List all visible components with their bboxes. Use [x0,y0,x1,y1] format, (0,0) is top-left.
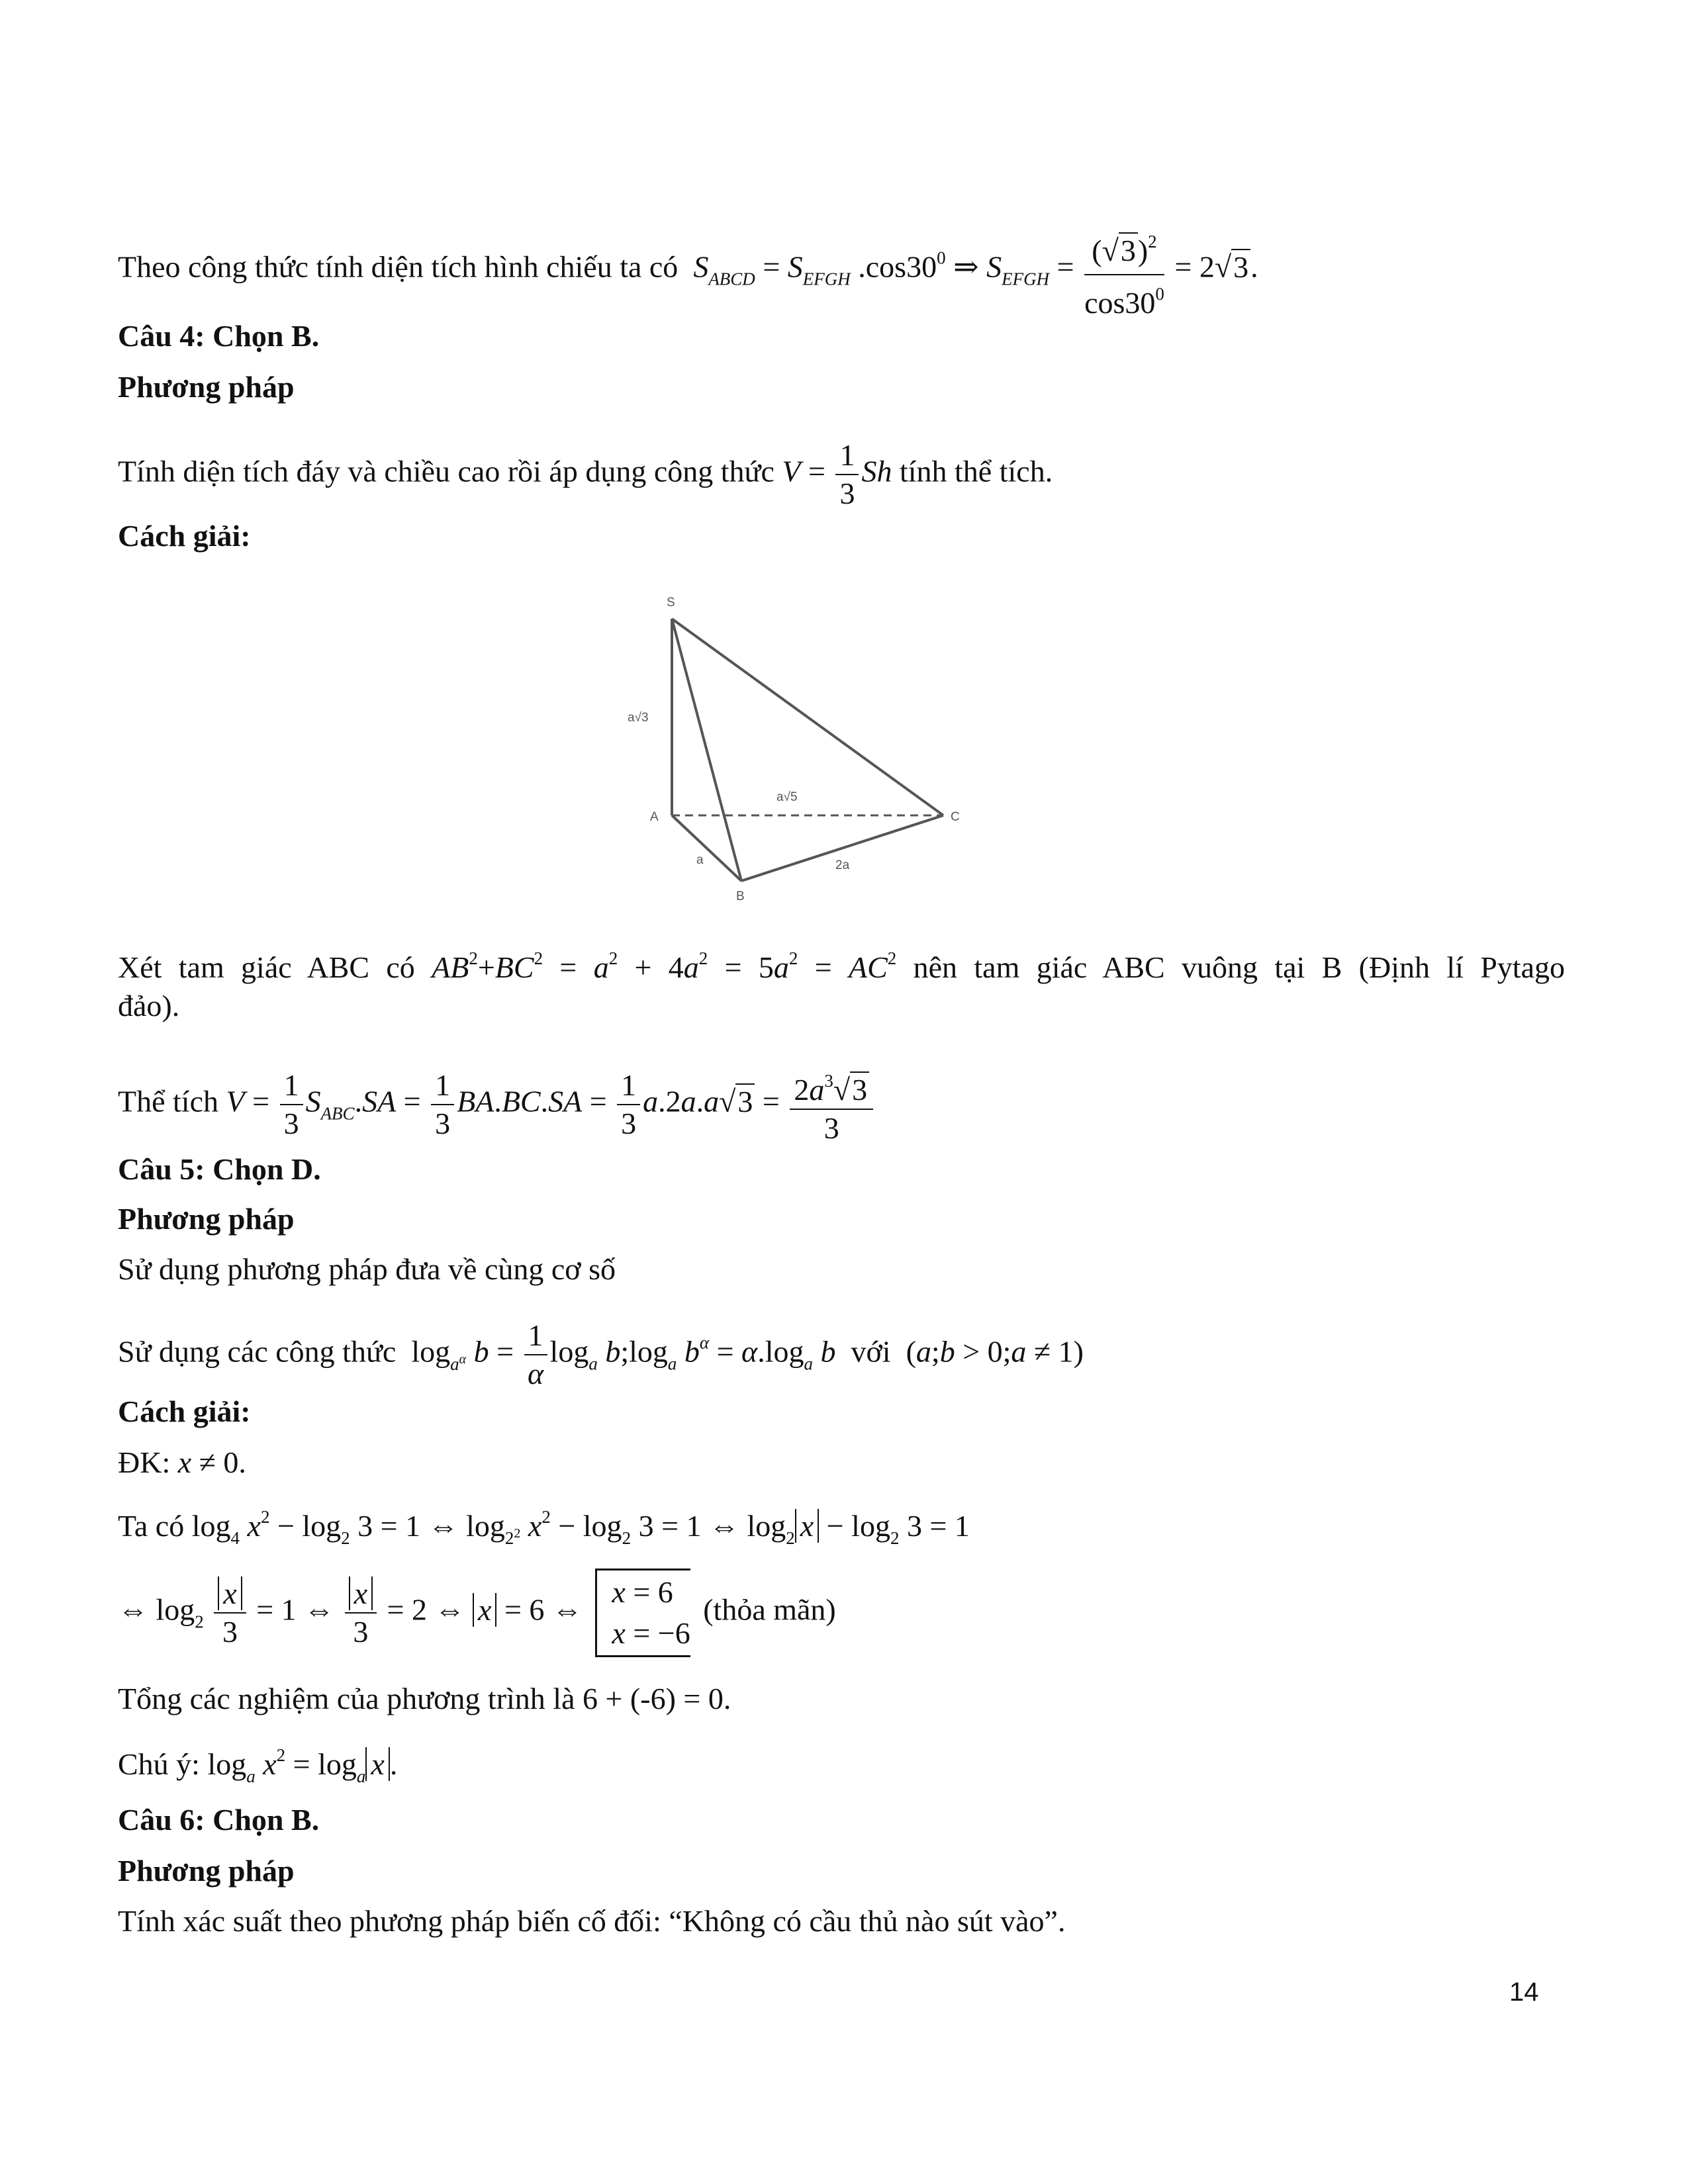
q6-method-text: Tính xác suất theo phương pháp biến cố đối: “Không có cầu thủ nào sút vào”. [118,1904,1066,1938]
q6-heading: Câu 6: Chọn B. [118,1803,320,1837]
q4-volume-pre: Thể tích [118,1084,218,1118]
q5-method-line2-mid: với [851,1334,891,1369]
edge-sc [672,619,943,815]
q5-note-label: Chú ý: [118,1747,200,1781]
q5-heading: Câu 5: Chọn D. [118,1152,321,1186]
q4-triangle-cont: đảo). [118,989,180,1023]
label-sa-length: a√3 [628,711,649,725]
q4-triangle-post: nên tam giác ABC vuông tại B (Định lí Pytago [913,950,1565,984]
q4-method-text-post: tính thể tích. [899,454,1053,488]
q4-heading: Câu 4: Chọn B. [118,319,320,353]
projection-fraction: $\frac{(√3)^2}{\cos 30^0}$ [1084,218,1164,322]
q5-method-line2: Sử dụng các công thức $\log_{a^\alpha} b$ = $\frac{1}{\alpha}$ $\log_a$ $b;\log_a$ $b^\alpha = \alpha.\log_a$ b với (a;b > 0;a ≠ 1) [118,1318,1084,1390]
edge-sb [672,619,741,881]
pyramid-figure [622,582,993,907]
label-b: B [736,889,745,903]
q6-method-title: Phương pháp [118,1854,295,1888]
label-c: C [951,810,960,824]
q4-solution-title: Cách giải: [118,519,251,553]
intro-text: Theo công thức tính diện tích hình chiếu ta có [118,250,679,284]
label-bc-length: 2a [835,858,850,872]
q4-volume-line: Thể tích V = $\frac{1}{3}$ $S_{ABC}.SA$ = $\frac{1}{3}$ BA.BC.SA = $\frac{1}{3}$ a.2a.a√3 = $\frac{2a^3√3}{3}$ [118,1062,876,1147]
q5-method-title: Phương pháp [118,1202,295,1236]
label-ab-length: a [696,853,704,867]
edge-ab [672,815,741,881]
solution-cases: x = 6 x = −6 [595,1569,690,1657]
q5-satisfied: (thỏa mãn) [703,1592,836,1627]
label-ac-length: a√5 [776,790,798,804]
intro-line: Theo công thức tính diện tích hình chiếu ta có $S_{ABCD} = S_{EFGH}$ $.\cos 30^0$ ⇒ $S_{EFGH}$ = $\frac{(√3)^2}{\cos 30^0}$ = 2√3. [118,218,1258,322]
q4-method-text-pre: Tính diện tích đáy và chiều cao rồi áp dụng công thức [118,454,774,488]
q4-triangle-pre: Xét tam giác ABC có [118,950,415,984]
q4-method-title: Phương pháp [118,370,295,404]
page-number: 14 [1509,1978,1539,2007]
q4-triangle-line: Xét tam giác ABC có $AB^2+BC^2 = a^2 + 4a^2 = 5a^2 = AC^2$ nên tam giác ABC vuông tại B (Định lí Pytago [118,948,1565,984]
q5-method-line2-pre: Sử dụng các công thức [118,1334,397,1369]
q5-condition-line: ĐK: x ≠ 0. [118,1445,246,1479]
q5-taco: Ta có [118,1509,185,1543]
q5-sum-line: Tổng các nghiệm của phương trình là 6 + (-6) = 0. [118,1682,731,1715]
q5-method-line1: Sử dụng phương pháp đưa về cùng cơ số [118,1252,616,1286]
label-s: S [667,596,675,610]
q5-step2-line: ⇔ $\log_2$ $\frac{x}{3}$ = 1 ⇔ $\frac{x}{3}$ = 2 ⇔ x = 6 ⇔ x = 6 x = −6 (thỏa mãn) [118,1569,836,1657]
label-a: A [650,810,659,824]
q5-solution-title: Cách giải: [118,1394,251,1428]
q4-method-line: Tính diện tích đáy và chiều cao rồi áp dụng công thức V = $\frac{1}{3}$ Sh tính thể tích. [118,438,1053,510]
q5-step1-line: Ta có $\log_4 x^2 - \log_2 3 = 1$ ⇔ $\log_{2^2} x^2 - \log_2 3 = 1$ ⇔ $\log_2 x - \log_2 3 = 1$ [118,1507,970,1548]
q5-dk-label: ĐK: [118,1445,171,1479]
q5-note-line: Chú ý: $\log_a x^2 = \log_a x$ . [118,1745,398,1786]
